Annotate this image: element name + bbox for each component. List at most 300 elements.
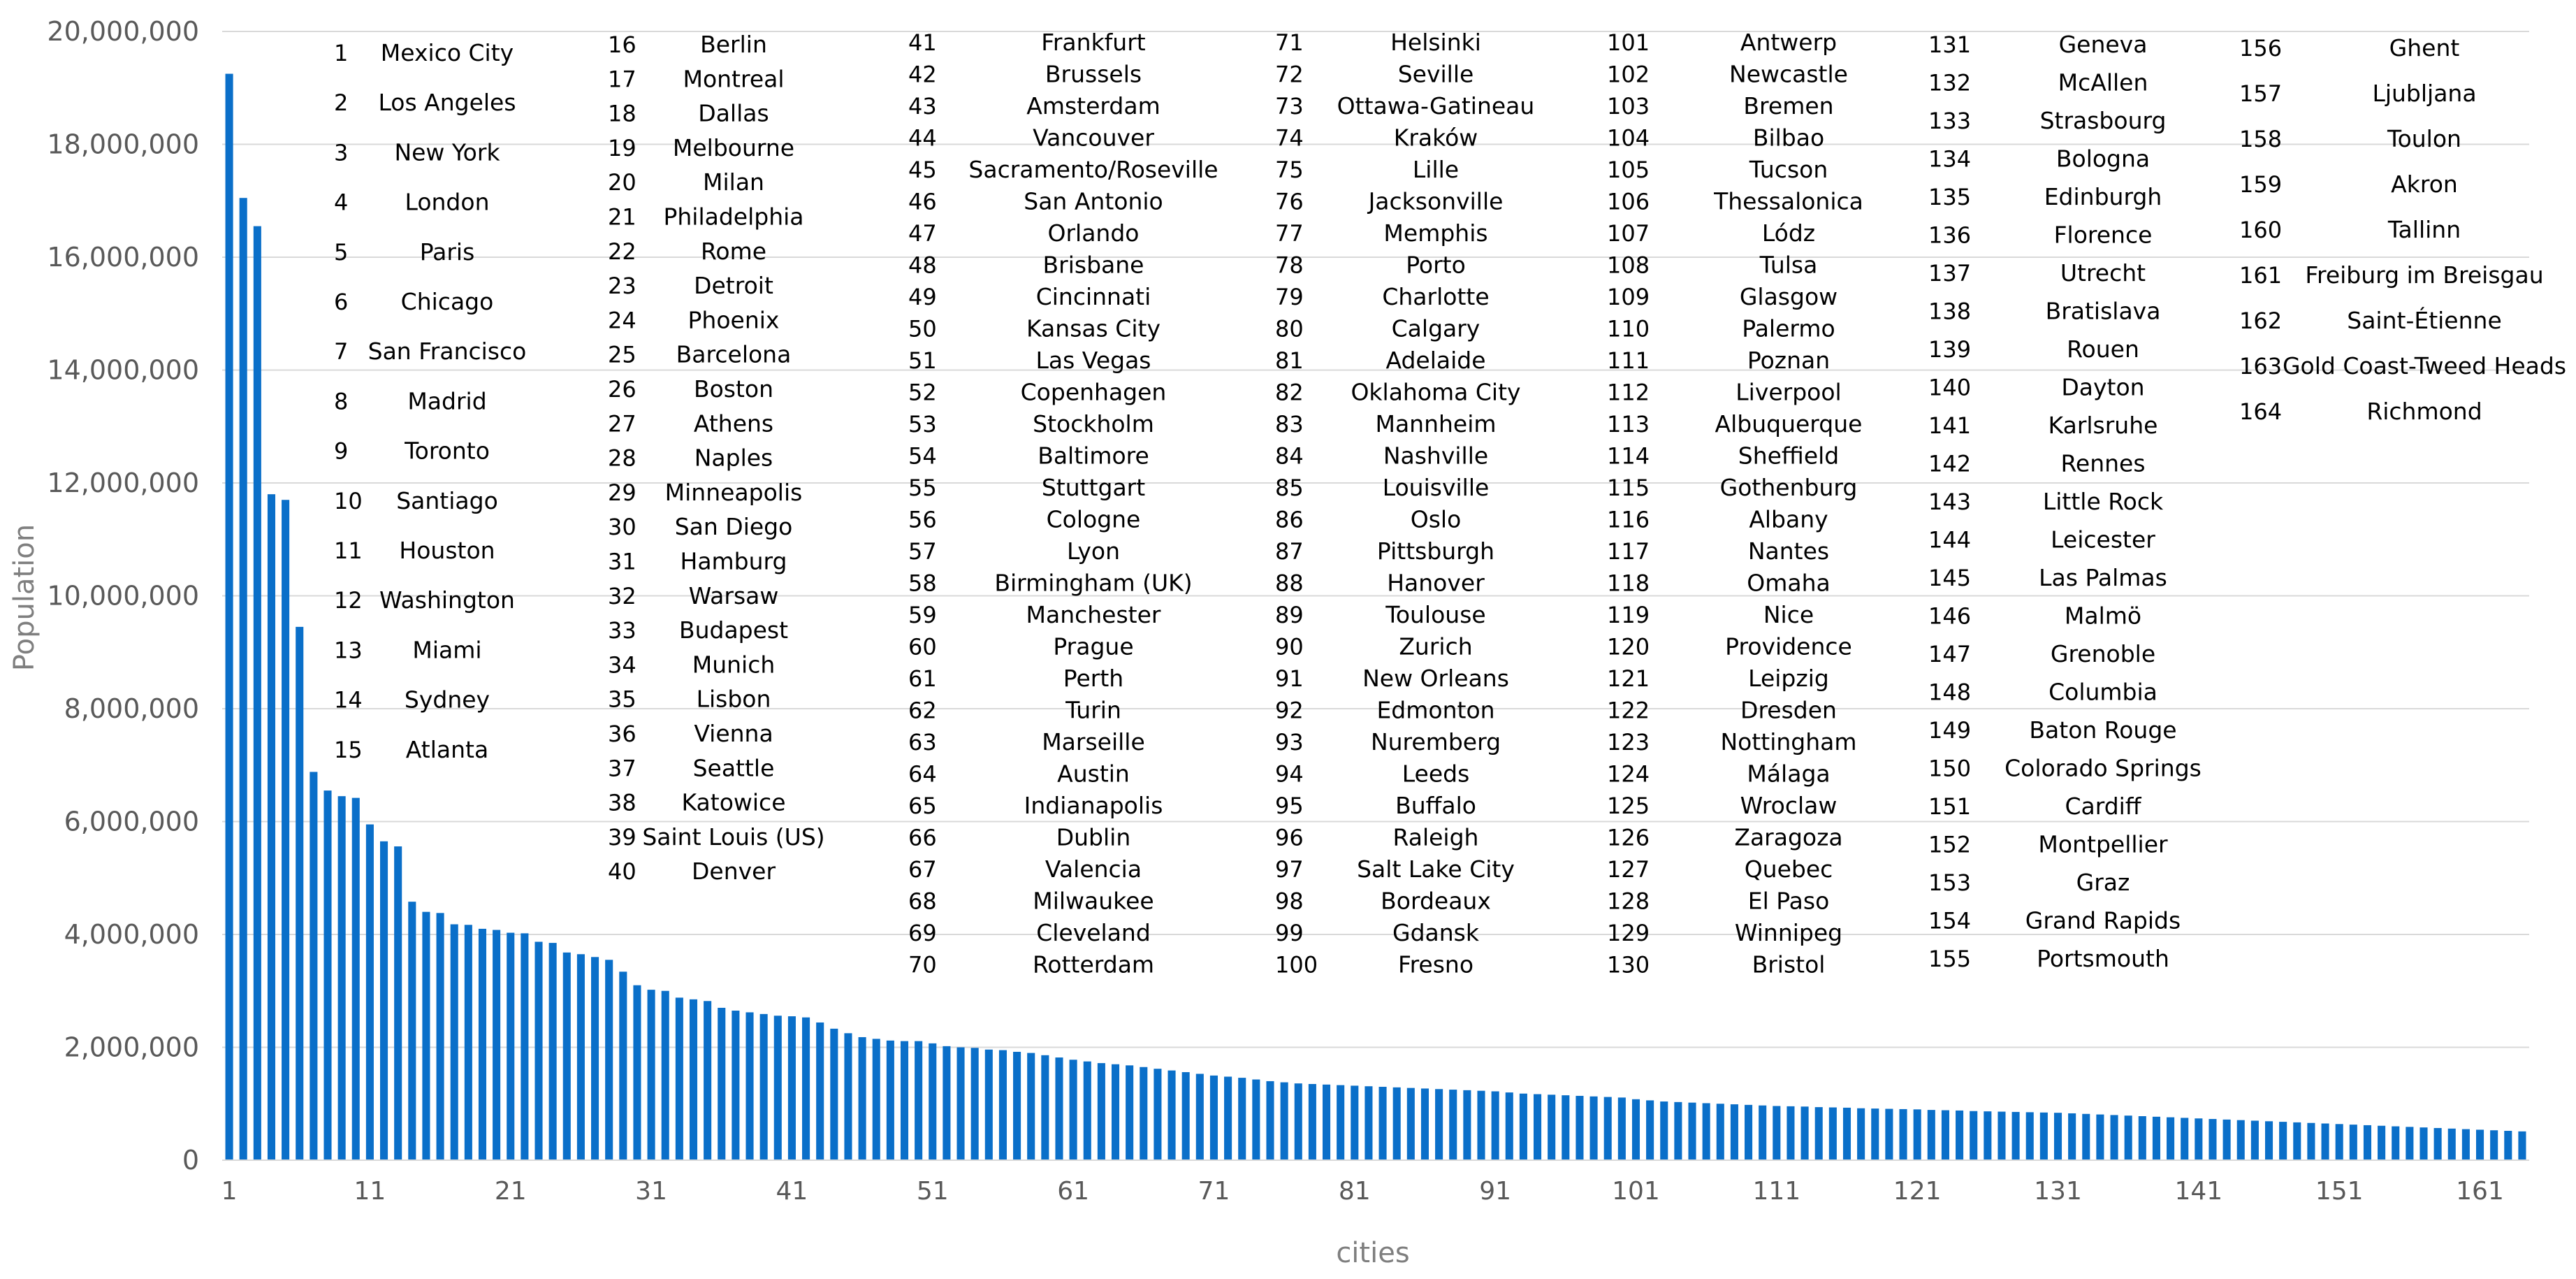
city-name: Quebec — [1744, 855, 1833, 883]
bar — [493, 930, 500, 1160]
bar — [1365, 1086, 1372, 1160]
city-name: Manchester — [1026, 601, 1161, 628]
city-rank-entry — [908, 506, 1140, 533]
city-name: Ghent — [2389, 34, 2460, 62]
city-rank-number: 159 — [2239, 171, 2283, 198]
bars — [226, 74, 2526, 1160]
city-rank-entry — [908, 697, 1121, 724]
city-rank-entry — [908, 124, 1154, 152]
city-rank-entry — [1607, 697, 1837, 724]
city-name: Marseille — [1042, 728, 1145, 756]
bar — [1843, 1108, 1851, 1160]
city-name: Denver — [691, 858, 776, 886]
city-rank-number: 110 — [1607, 315, 1650, 342]
bar — [451, 924, 458, 1160]
city-name: Houston — [399, 537, 495, 564]
city-rank-entry — [2239, 80, 2477, 107]
city-rank-entry — [608, 31, 767, 58]
city-name: Malmö — [2064, 602, 2142, 630]
city-rank-number: 21 — [608, 203, 636, 231]
city-rank-number: 152 — [1928, 831, 1972, 858]
x-tick-label: 101 — [1612, 1177, 1660, 1206]
city-rank-number: 153 — [1928, 869, 1972, 896]
city-name: Oklahoma City — [1351, 378, 1521, 406]
city-name: Raleigh — [1392, 823, 1479, 851]
city-rank-entry — [1275, 855, 1515, 883]
city-rank-entry — [334, 438, 490, 465]
city-rank-number: 141 — [1928, 412, 1972, 439]
city-rank-number: 99 — [1275, 920, 1304, 946]
x-tick-label: 111 — [1752, 1177, 1801, 1206]
bar — [2364, 1125, 2371, 1160]
bar — [704, 1001, 711, 1160]
city-name: Poznan — [1747, 347, 1831, 374]
bar — [662, 991, 669, 1160]
city-rank-entry — [1275, 760, 1469, 788]
city-rank-number: 96 — [1275, 824, 1304, 851]
city-rank-number: 83 — [1275, 411, 1304, 438]
city-name: El Paso — [1747, 887, 1830, 915]
city-rank-number: 98 — [1275, 888, 1304, 915]
bar — [2223, 1120, 2231, 1160]
bar — [830, 1029, 838, 1160]
city-name: Geneva — [2058, 31, 2148, 58]
city-name: Palermo — [1742, 315, 1835, 342]
city-rank-entry — [1928, 222, 2152, 249]
city-name: Hamburg — [680, 547, 787, 575]
bar — [873, 1039, 880, 1160]
city-rank-number: 81 — [1275, 347, 1304, 374]
bar — [1041, 1055, 1049, 1160]
bar — [1984, 1111, 1991, 1160]
city-rank-entry — [1275, 379, 1521, 406]
city-name: Calgary — [1391, 315, 1480, 342]
city-rank-entry — [608, 100, 769, 127]
city-name: Lyon — [1067, 537, 1120, 565]
city-rank-number: 93 — [1275, 729, 1304, 756]
bar — [999, 1050, 1007, 1160]
city-rank-number: 50 — [908, 315, 937, 342]
city-rank-number: 100 — [1275, 951, 1318, 978]
bar — [1956, 1111, 1963, 1160]
city-rank-entry — [608, 513, 792, 540]
city-rank-entry — [608, 134, 794, 161]
city-rank-entry — [608, 823, 825, 851]
city-name: Los Angeles — [378, 89, 516, 117]
city-name: Nuremberg — [1370, 728, 1501, 756]
city-rank-number: 84 — [1275, 442, 1304, 470]
city-name: Lisbon — [696, 685, 771, 713]
city-rank-number: 136 — [1928, 222, 1972, 249]
city-rank-number: 13 — [334, 637, 363, 664]
gridlines — [222, 31, 2529, 1048]
bar — [1703, 1103, 1710, 1160]
city-rank-number: 162 — [2239, 308, 2283, 334]
city-rank-entry — [1607, 601, 1814, 628]
city-rank-entry — [908, 919, 1151, 946]
city-name: Wroclaw — [1740, 792, 1838, 819]
city-rank-entry — [1607, 855, 1833, 883]
city-rank-entry — [2239, 125, 2461, 152]
city-name: Las Vegas — [1035, 347, 1151, 374]
city-rank-entry — [1607, 379, 1842, 406]
bar — [310, 772, 317, 1160]
city-name: Richmond — [2366, 398, 2482, 425]
city-rank-number: 160 — [2239, 217, 2283, 243]
city-rank-number: 106 — [1607, 188, 1650, 215]
city-rank-number: 123 — [1607, 729, 1650, 756]
city-name: Rome — [700, 237, 767, 265]
city-rank-number: 107 — [1607, 220, 1650, 247]
city-rank-number: 52 — [908, 379, 937, 406]
city-name: Cologne — [1046, 505, 1141, 533]
y-tick-label: 16,000,000 — [47, 242, 199, 273]
city-name: San Francisco — [368, 338, 527, 366]
bar — [1112, 1064, 1119, 1160]
city-rank-entry — [334, 89, 516, 116]
bar — [1070, 1060, 1077, 1160]
bar — [1632, 1099, 1640, 1160]
city-name: Perth — [1063, 665, 1124, 692]
city-rank-entry — [2239, 352, 2566, 380]
city-rank-entry — [1275, 919, 1480, 946]
bar — [802, 1018, 810, 1160]
city-rank-number: 131 — [1928, 31, 1972, 58]
bar — [1998, 1112, 2005, 1160]
city-rank-number: 134 — [1928, 145, 1972, 173]
city-name: Málaga — [1747, 760, 1831, 788]
city-rank-number: 68 — [908, 888, 937, 915]
city-name: Newcastle — [1729, 60, 1848, 88]
city-rank-number: 14 — [334, 686, 363, 714]
city-rank-number: 63 — [908, 729, 937, 756]
city-name: Mexico City — [380, 39, 514, 66]
city-name: Amsterdam — [1026, 92, 1160, 120]
city-name: Cincinnati — [1035, 283, 1151, 310]
x-axis-ticks — [221, 1177, 2504, 1206]
city-rank-entry — [908, 633, 1134, 660]
city-rank-entry — [608, 203, 804, 231]
city-name: Saint-Étienne — [2347, 307, 2502, 334]
bar — [1154, 1069, 1161, 1160]
city-name: Gold Coast-Tweed Heads — [2282, 352, 2567, 380]
bar — [844, 1033, 852, 1160]
city-rank-number: 122 — [1607, 697, 1650, 724]
bar — [1885, 1109, 1893, 1160]
city-rank-entry — [1275, 824, 1478, 851]
city-rank-entry — [2239, 398, 2482, 425]
city-name: Barcelona — [676, 340, 792, 368]
city-rank-number: 29 — [608, 479, 636, 506]
bar — [1492, 1091, 1499, 1160]
city-rank-number: 128 — [1607, 888, 1650, 915]
city-name: Chicago — [400, 288, 494, 315]
bar — [2026, 1112, 2034, 1160]
bar — [1942, 1111, 1949, 1160]
city-name: Austin — [1057, 760, 1130, 788]
city-rank-number: 58 — [908, 570, 937, 597]
city-rank-entry — [1928, 183, 2162, 210]
bar — [1463, 1090, 1471, 1160]
bar — [2139, 1116, 2146, 1160]
city-rank-entry — [1928, 640, 2155, 667]
city-rank-number: 10 — [334, 487, 363, 514]
city-rank-number: 94 — [1275, 760, 1304, 788]
x-tick-label: 51 — [916, 1177, 949, 1206]
city-name: Porto — [1406, 251, 1466, 279]
city-rank-entry — [2239, 261, 2544, 289]
city-rank-entry — [1607, 665, 1829, 692]
city-rank-number: 5 — [334, 238, 349, 266]
bar — [2462, 1129, 2470, 1160]
city-name: Frankfurt — [1041, 29, 1146, 56]
city-rank-number: 148 — [1928, 679, 1972, 706]
city-rank-entry — [908, 156, 1218, 183]
city-rank-number: 155 — [1928, 946, 1972, 972]
city-name: Bologna — [2055, 145, 2151, 173]
city-rank-number: 44 — [908, 124, 937, 152]
bar — [2167, 1118, 2174, 1160]
city-rank-number: 61 — [908, 665, 937, 692]
city-rank-number: 37 — [608, 755, 636, 782]
city-rank-entry — [1928, 716, 2177, 744]
city-name: Karlsruhe — [2048, 412, 2158, 439]
bar — [1829, 1107, 1837, 1160]
bar — [1534, 1094, 1541, 1160]
bar — [254, 226, 261, 1160]
city-rank-entry — [1607, 188, 1863, 215]
bar — [1871, 1108, 1879, 1160]
bar — [2208, 1119, 2216, 1160]
city-rank-number: 90 — [1275, 633, 1304, 660]
city-name: Stockholm — [1033, 410, 1154, 438]
city-name: Detroit — [694, 272, 773, 300]
city-name: Saint Louis (US) — [642, 823, 825, 851]
city-name: Ljubljana — [2372, 80, 2477, 107]
city-rank-number: 47 — [908, 220, 937, 247]
bar — [366, 825, 374, 1160]
city-rank-entry — [608, 168, 764, 196]
bar — [422, 912, 430, 1160]
city-rank-number: 146 — [1928, 602, 1972, 630]
city-name: Lille — [1412, 156, 1460, 183]
city-name: Nashville — [1383, 442, 1489, 470]
city-rank-number: 137 — [1928, 260, 1972, 287]
city-name: Winnipeg — [1734, 919, 1843, 946]
city-name: Washington — [379, 586, 515, 614]
city-rank-entry — [608, 306, 779, 333]
city-rank-entry — [608, 616, 788, 644]
y-tick-label: 12,000,000 — [47, 468, 199, 498]
city-rank-number: 18 — [608, 100, 636, 127]
city-rank-entry — [334, 238, 474, 266]
city-rank-number: 11 — [334, 537, 363, 564]
city-rank-entry — [908, 315, 1160, 342]
city-name: Providence — [1725, 633, 1852, 660]
bar — [633, 985, 641, 1160]
city-rank-entry — [1607, 824, 1843, 851]
bar — [745, 1012, 753, 1160]
city-rank-entry — [1275, 888, 1491, 915]
city-rank-entry — [1928, 107, 2166, 134]
city-rank-entry — [608, 65, 785, 92]
bar — [985, 1050, 993, 1160]
city-name: Madrid — [407, 387, 487, 415]
city-rank-entry — [1607, 410, 1862, 438]
bar — [732, 1011, 739, 1160]
city-rank-number: 70 — [908, 951, 937, 978]
city-rank-number: 87 — [1275, 538, 1304, 565]
bar — [2040, 1113, 2048, 1160]
bar — [2504, 1131, 2512, 1160]
bar — [2265, 1121, 2273, 1160]
bar — [2195, 1118, 2202, 1160]
bar — [2068, 1113, 2076, 1160]
city-rank-number: 17 — [608, 66, 636, 93]
bar — [929, 1043, 936, 1160]
city-rank-entry — [1607, 506, 1828, 533]
y-tick-label: 0 — [182, 1145, 199, 1176]
city-name: Baton Rouge — [2029, 716, 2177, 744]
city-rank-number: 157 — [2239, 80, 2283, 107]
city-name: Naples — [694, 444, 773, 472]
city-rank-number: 42 — [908, 61, 937, 88]
city-rank-entry — [1928, 602, 2141, 630]
y-tick-label: 4,000,000 — [64, 919, 199, 950]
city-rank-entry — [1607, 283, 1838, 310]
city-name: Antwerp — [1740, 29, 1838, 56]
city-rank-entry — [1275, 61, 1473, 88]
city-rank-number: 156 — [2239, 35, 2283, 62]
city-rank-number: 7 — [334, 338, 349, 366]
bar — [563, 953, 571, 1160]
bar — [619, 971, 627, 1160]
city-rank-number: 56 — [908, 506, 937, 533]
bar — [2448, 1129, 2456, 1160]
bar — [2054, 1113, 2062, 1160]
city-rank-entry — [1607, 888, 1829, 915]
city-rank-entry — [1275, 601, 1486, 628]
bar — [1084, 1062, 1091, 1160]
city-rank-number: 91 — [1275, 665, 1304, 692]
city-name: Boston — [693, 375, 774, 403]
city-rank-entry — [1607, 124, 1824, 152]
city-rank-entry — [608, 651, 775, 678]
city-rank-number: 24 — [608, 307, 636, 334]
city-name: Louisville — [1382, 474, 1490, 501]
city-rank-number: 69 — [908, 920, 937, 946]
city-name: Dayton — [2061, 373, 2145, 401]
bar — [676, 997, 683, 1160]
city-rank-entry — [1275, 252, 1466, 279]
city-name: Baltimore — [1038, 442, 1149, 470]
city-rank-entry — [1607, 315, 1835, 342]
bar — [1520, 1094, 1527, 1160]
city-name: Toulouse — [1385, 601, 1486, 628]
bar — [2518, 1132, 2526, 1160]
city-rank-number: 85 — [1275, 475, 1304, 501]
city-rank-entry — [1275, 29, 1481, 56]
city-name: Salt Lake City — [1357, 855, 1515, 883]
city-name: Edinburgh — [2044, 183, 2162, 210]
bar — [380, 841, 388, 1160]
city-name: Zaragoza — [1734, 823, 1843, 851]
y-tick-label: 6,000,000 — [64, 806, 199, 837]
bar — [1281, 1083, 1288, 1160]
city-rank-number: 154 — [1928, 907, 1972, 934]
city-rank-entry — [908, 570, 1193, 597]
city-name: Warsaw — [688, 581, 779, 609]
bar — [1337, 1085, 1344, 1160]
city-name: Bilbao — [1752, 124, 1825, 152]
bar — [521, 933, 528, 1160]
city-rank-entry — [334, 138, 500, 166]
bar — [2125, 1115, 2132, 1160]
bar — [1899, 1109, 1907, 1160]
bar — [240, 198, 247, 1160]
city-name: Zurich — [1399, 633, 1473, 660]
bar — [718, 1008, 725, 1160]
city-name: Grenoble — [2050, 640, 2156, 667]
bar — [774, 1016, 782, 1160]
bar — [591, 957, 599, 1160]
city-rank-number: 140 — [1928, 374, 1972, 401]
city-rank-number: 88 — [1275, 570, 1304, 597]
city-rank-entry — [908, 601, 1161, 628]
city-name: San Diego — [674, 513, 793, 541]
city-name: Paris — [419, 238, 475, 266]
city-name: Valencia — [1045, 855, 1142, 883]
city-rank-number: 95 — [1275, 793, 1304, 819]
bar — [1435, 1089, 1443, 1160]
city-name: Milan — [703, 168, 764, 196]
city-name: Graz — [2076, 869, 2130, 896]
city-name: Columbia — [2049, 678, 2157, 706]
x-tick-label: 11 — [354, 1177, 386, 1206]
city-name: Cleveland — [1036, 919, 1151, 946]
city-name: Oslo — [1410, 505, 1462, 533]
city-name: Cardiff — [2065, 793, 2141, 820]
bar — [1126, 1065, 1133, 1160]
bar — [957, 1048, 965, 1161]
bar — [1646, 1100, 1654, 1160]
city-rank-entry — [1928, 298, 2160, 325]
city-rank-entry — [1607, 61, 1848, 88]
city-rank-number: 67 — [908, 856, 937, 883]
city-rank-number: 55 — [908, 475, 937, 501]
x-tick-label: 1 — [221, 1177, 238, 1206]
bar — [1421, 1088, 1429, 1160]
city-name: London — [405, 188, 490, 216]
city-name: Lódz — [1761, 219, 1816, 247]
x-tick-label: 21 — [494, 1177, 527, 1206]
bar — [1970, 1111, 1977, 1160]
city-rank-number: 133 — [1928, 108, 1972, 134]
y-tick-label: 10,000,000 — [47, 580, 199, 612]
city-rank-number: 26 — [608, 376, 636, 403]
city-name: Copenhagen — [1020, 378, 1167, 406]
city-rank-entry — [908, 792, 1163, 819]
city-rank-number: 64 — [908, 760, 937, 788]
city-name: McAllen — [2058, 68, 2148, 96]
city-rank-entry — [908, 728, 1145, 756]
bar — [887, 1041, 894, 1160]
bar — [971, 1048, 979, 1160]
city-rank-entry — [908, 855, 1142, 883]
city-rank-number: 149 — [1928, 717, 1972, 744]
city-rank-entry — [1275, 697, 1495, 724]
city-name: Toulon — [2387, 125, 2461, 152]
